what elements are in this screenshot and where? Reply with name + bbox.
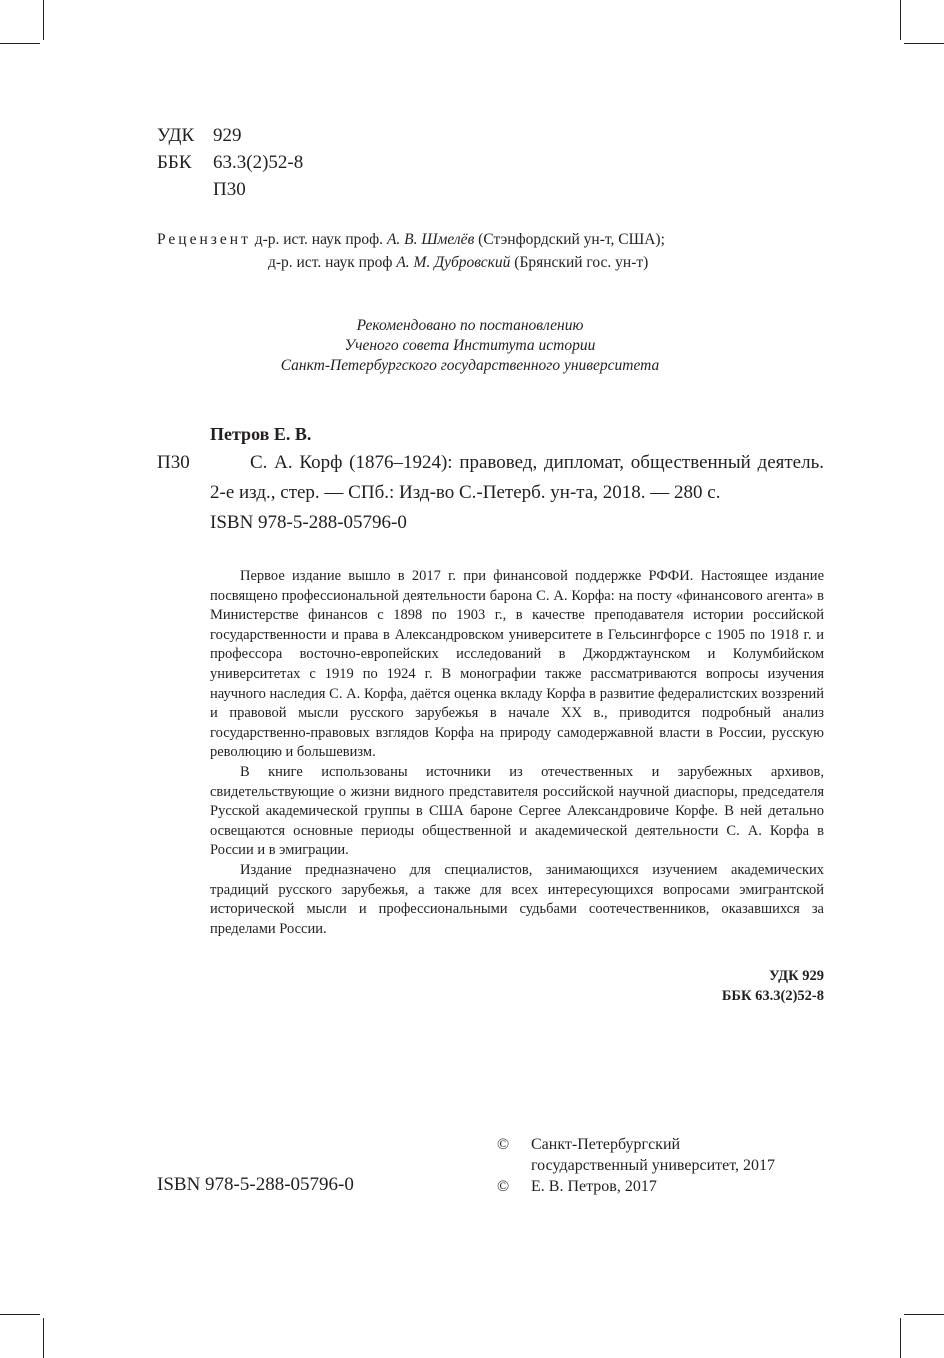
reviewer-2-affiliation: (Брянский гос. ун-т)	[514, 254, 649, 271]
copyright-1-line-1: Санкт-Петербургский	[531, 1136, 681, 1153]
classification-block	[157, 122, 303, 203]
recommendation-line-1: Рекомендовано по постановлению	[356, 317, 584, 334]
udk-label: УДК	[157, 125, 195, 146]
bib-isbn: ISBN 978-5-288-05796-0	[210, 512, 407, 533]
crop-mark-bottom-right-h	[904, 1314, 944, 1315]
bib-code: П30	[157, 452, 190, 473]
reviewers-label: Рецензент	[157, 231, 251, 248]
reviewers-block	[157, 228, 665, 274]
copyright-block	[497, 1134, 775, 1197]
crop-mark-bottom-left	[43, 1318, 44, 1358]
abstract-paragraph-1: Первое издание вышло в 2017 г. при финансовой поддержке РФФИ. Настоящее издание посвящено профессиональной деятельности барона С. А. Корфа: на посту «финансового агента» в Министерстве финансов с 1898 по 1903 г., в качестве преподавателя истории российской государственности и права в Александровском университете в Гельсингфорсе с 1905 по 1918 г. и профессора восточно-европейских исследований в Джорджтаунском и Колумбийском университетах с 1919 по 1924 г. В монографии также рассматриваются вопросы изучения научного наследия С. А. Корфа, даётся оценка вкладу Корфа в развитие федералистских воззрений и правовой мысли русского зарубежья в начале XX в., приводится подробный анализ государственно-правовых взглядов Корфа на природу самодержавной власти в России, русскую революцию и большевизм.	[210, 568, 824, 761]
recommendation-line-3: Санкт-Петербургского государственного университета	[280, 357, 660, 374]
abstract-paragraph-3: Издание предназначено для специалистов, занимающихся изучением академических традиций русского зарубежья, а также для всех интересующихся вопросами эмигрантской исторической мысли и профессиональными судьбами соотечественников, оказавшихся за пределами России.	[210, 861, 824, 937]
copyright-symbol-1: ©	[497, 1136, 510, 1153]
bib-author: Петров Е. В.	[210, 424, 312, 444]
crop-mark-bottom-right	[900, 1318, 901, 1358]
reviewer-2-name: А. М. Дубровский	[396, 254, 511, 271]
crop-mark-bottom-left-h	[0, 1314, 40, 1315]
bbk-label: ББК	[157, 152, 192, 173]
right-udk: УДК 929	[768, 968, 824, 984]
crop-mark-top-left	[43, 0, 44, 40]
footer-isbn: ISBN 978-5-288-05796-0	[157, 1174, 354, 1195]
udk-value: 929	[213, 125, 242, 146]
abstract-paragraph-2: В книге использованы источники из отечественных и зарубежных архивов, свидетельствующие о жизни видного представителя российской научной диаспоры, председателя Русской академической группы в США бароне Сергее Александровиче Корфе. В ней детально освещаются основные периоды общественной и академической деятельности С. А. Корфа в России и в эмиграции.	[210, 763, 824, 859]
recommendation-block	[160, 316, 780, 376]
recommendation-line-2: Ученого совета Института истории	[344, 337, 596, 354]
bib-title-text: С. А. Корф (1876–1924): правовед, дипломат, общественный деятель. 2-е изд., стер. — СПб.: Изд-во С.-Петерб. ун-та, 2018. — 280 с.	[210, 452, 824, 503]
copyright-symbol-2: ©	[497, 1178, 510, 1195]
crop-mark-top-right-h	[904, 43, 944, 44]
reviewer-1-affiliation: (Стэнфордский ун-т, США);	[478, 231, 665, 248]
reviewer-1-name: А. В. Шмелёв	[386, 231, 475, 248]
crop-mark-top-left-h	[0, 43, 40, 44]
copyright-1-line-2: государственный университет, 2017	[531, 1157, 776, 1174]
bib-title	[210, 448, 824, 538]
abstract	[210, 567, 824, 939]
copyright-2: Е. В. Петров, 2017	[531, 1178, 657, 1195]
right-codes	[722, 966, 824, 1006]
right-bbk: ББК 63.3(2)52-8	[721, 988, 824, 1004]
crop-mark-top-right	[900, 0, 901, 40]
bbk-value: 63.3(2)52-8	[213, 152, 304, 173]
author-mark: П30	[213, 179, 246, 200]
reviewer-1-title: д-р. ист. наук проф.	[254, 231, 384, 248]
reviewer-2-title: д-р. ист. наук проф	[268, 254, 393, 271]
